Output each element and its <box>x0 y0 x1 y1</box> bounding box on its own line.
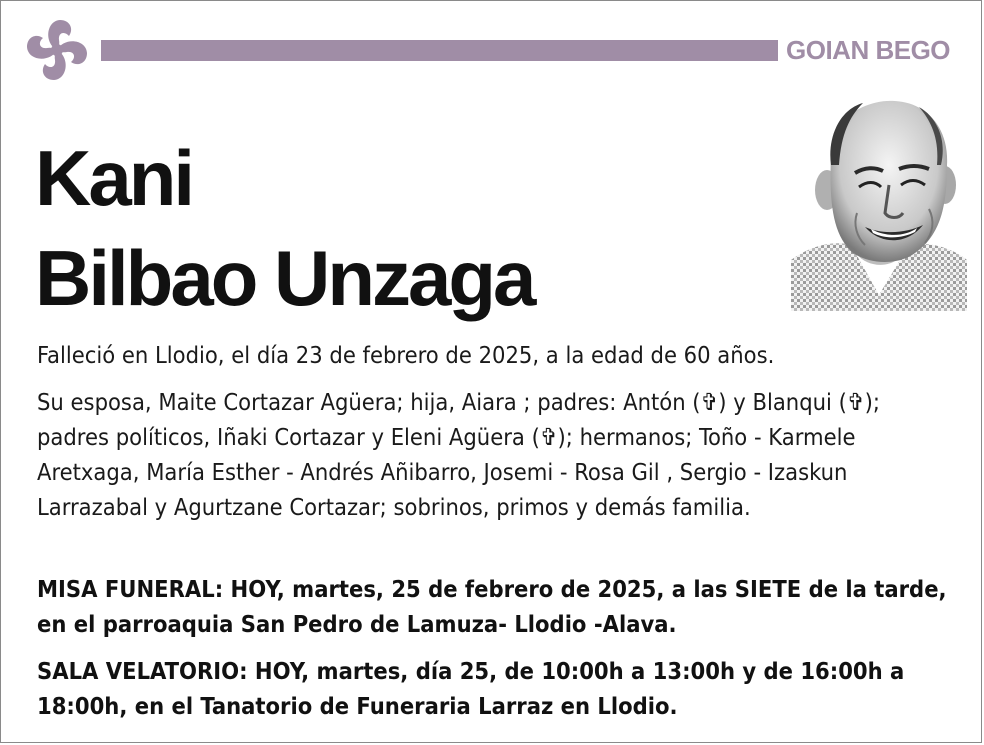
brand-name: GOIAN BEGO <box>786 35 951 65</box>
first-name: Kani <box>35 134 193 222</box>
funeral-mass: MISA FUNERAL: HOY, martes, 25 de febrero de 2025, a las SIETE de la tarde, en el parroaquia San Pedro de Lamuza- Llodio -Alava. <box>37 575 947 638</box>
lauburu-icon <box>18 13 96 87</box>
death-notice: Falleció en Llodio, el día 23 de febrero de 2025, a la edad de 60 años. <box>37 341 775 369</box>
portrait-photo <box>791 95 967 311</box>
header-bar <box>101 40 778 61</box>
family-list: Su esposa, Maite Cortazar Agüera; hija, Aiara ; padres: Antón (✞) y Blanqui (✞); padres políticos, Iñaki Cortazar y Eleni Agüera (✞); hermanos; Toño - Karmele Aretxaga, María Esther - Andrés Añibarro, Josemi - Rosa Gil , Sergio - Izaskun Larrazabal y Agurtzane Cortazar; sobrinos, primos y demás familia. <box>37 388 880 521</box>
surname: Bilbao Unzaga <box>35 234 534 322</box>
wake-room: SALA VELATORIO: HOY, martes, día 25, de 10:00h a 13:00h y de 16:00h a 18:00h, en el Tanatorio de Funeraria Larraz en Llodio. <box>37 657 905 720</box>
